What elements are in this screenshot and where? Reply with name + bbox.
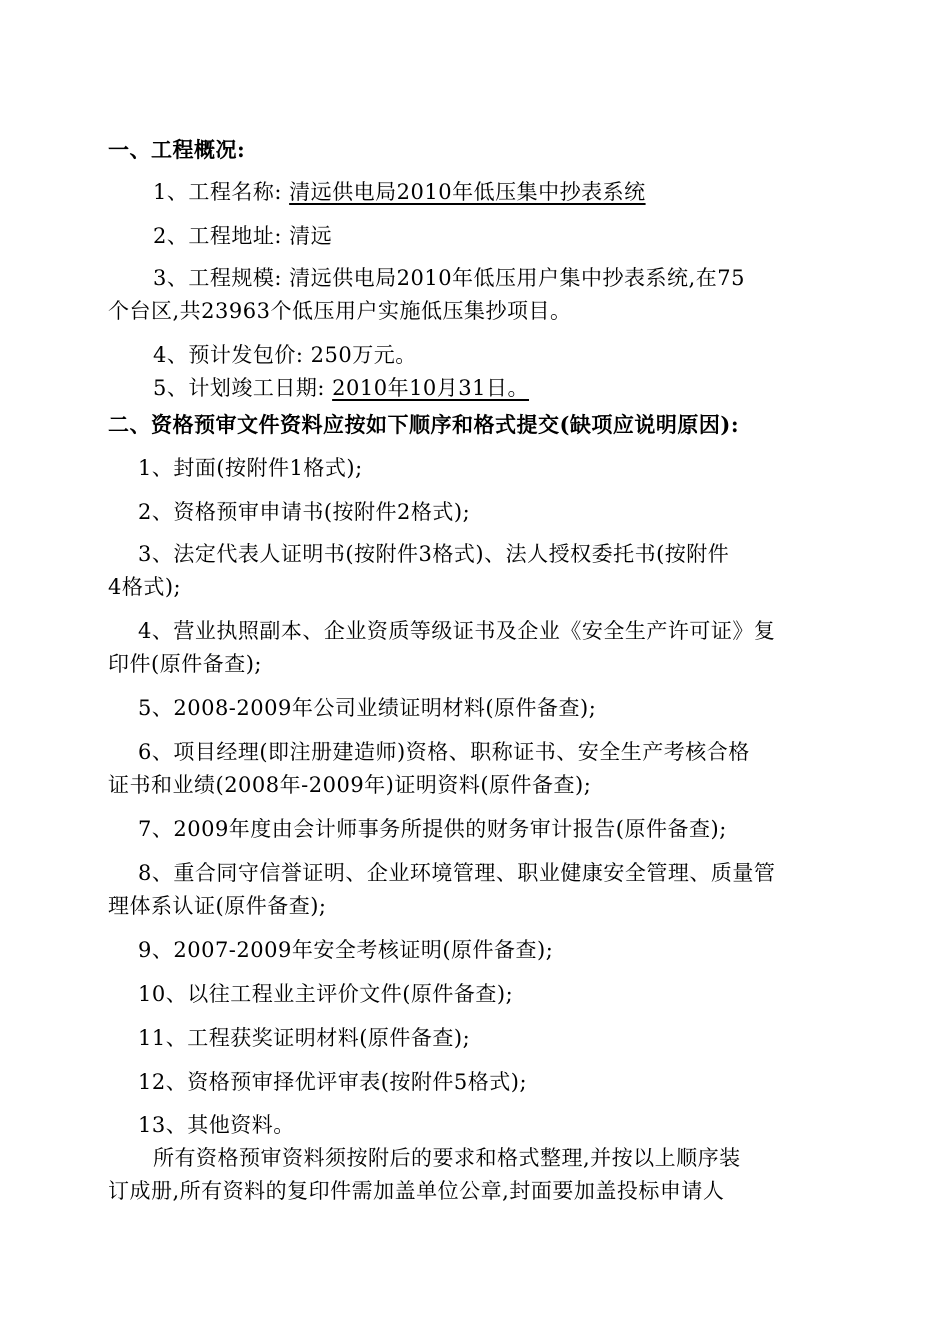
closing-paragraph-line-2: 订成册,所有资料的复印件需加盖单位公章,封面要加盖投标申请人 bbox=[108, 1179, 725, 1203]
list-item: 12、资格预审择优评审表(按附件5格式); bbox=[138, 1070, 528, 1094]
list-item: 4、营业执照副本、企业资质等级证书及企业《安全生产许可证》复 bbox=[138, 619, 776, 643]
completion-date-label: 5、计划竣工日期: bbox=[153, 376, 325, 400]
project-name-label: 1、工程名称: bbox=[153, 180, 282, 204]
project-scale-line-1: 3、工程规模: 清远供电局2010年低压用户集中抄表系统,在75 bbox=[153, 266, 745, 290]
list-item: 1、封面(按附件1格式); bbox=[138, 456, 363, 480]
list-item-continuation: 理体系认证(原件备查); bbox=[108, 894, 327, 918]
project-address-value: 清远 bbox=[289, 224, 333, 248]
list-item: 3、法定代表人证明书(按附件3格式)、法人授权委托书(按附件 bbox=[138, 542, 730, 566]
project-address-line bbox=[0, 222, 950, 250]
estimated-price-line: 4、预计发包价: 250万元。 bbox=[153, 343, 417, 367]
project-name-value: 清远供电局2010年低压集中抄表系统 bbox=[289, 180, 646, 204]
closing-paragraph-line-1: 所有资格预审资料须按附后的要求和格式整理,并按以上顺序装 bbox=[153, 1146, 741, 1170]
completion-date-value: 2010年10月31日。 bbox=[332, 376, 530, 400]
list-item: 10、以往工程业主评价文件(原件备查); bbox=[138, 982, 514, 1006]
list-item-continuation: 证书和业绩(2008年-2009年)证明资料(原件备查); bbox=[108, 773, 592, 797]
section2-heading: 二、资格预审文件资料应按如下顺序和格式提交(缺项应说明原因): bbox=[108, 412, 740, 437]
list-item: 11、工程获奖证明材料(原件备查); bbox=[138, 1026, 471, 1050]
list-item: 7、2009年度由会计师事务所提供的财务审计报告(原件备查); bbox=[138, 817, 727, 841]
list-item: 8、重合同守信誉证明、企业环境管理、职业健康安全管理、质量管 bbox=[138, 861, 776, 885]
project-name-line bbox=[0, 178, 950, 206]
list-item-continuation: 4格式); bbox=[108, 575, 182, 599]
list-item: 5、2008-2009年公司业绩证明材料(原件备查); bbox=[138, 696, 597, 720]
section1-heading: 一、工程概况: bbox=[108, 137, 246, 162]
list-item: 9、2007-2009年安全考核证明(原件备查); bbox=[138, 938, 554, 962]
completion-date-line bbox=[0, 374, 950, 402]
list-item: 6、项目经理(即注册建造师)资格、职称证书、安全生产考核合格 bbox=[138, 740, 750, 764]
list-item-continuation: 印件(原件备查); bbox=[108, 652, 262, 676]
project-address-label: 2、工程地址: bbox=[153, 224, 282, 248]
list-item: 2、资格预审申请书(按附件2格式); bbox=[138, 500, 471, 524]
project-scale-line-2: 个台区,共23963个低压用户实施低压集抄项目。 bbox=[108, 299, 572, 323]
list-item: 13、其他资料。 bbox=[138, 1113, 295, 1137]
